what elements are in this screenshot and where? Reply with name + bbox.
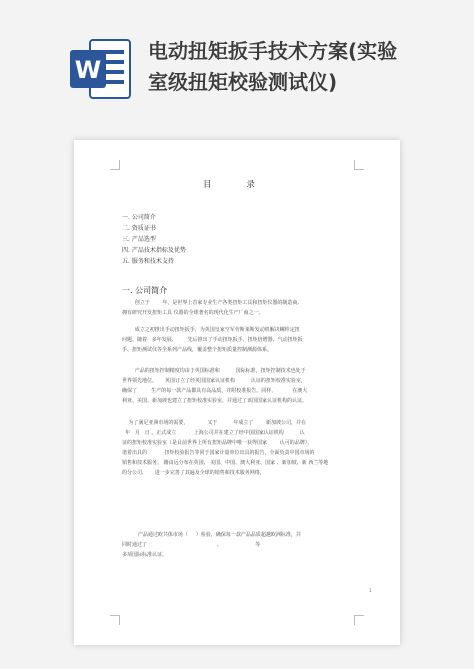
crop-mark-top-left <box>110 160 120 170</box>
toc-item: 一. 公司简介 <box>122 214 156 221</box>
table-of-contents <box>122 212 342 267</box>
paragraph: 成立之初推出手动扭矩扳手，为英国皇家空军劳斯莱斯发动机解决螺栓定扭 问题。随着 多年发展, 先后推出了手动扭矩扳手、扭矩倍增器、气动扭矩扳 手、扭矩测试仪等全系列产品线，覆盖整个扭矩质量控制测源体系。 <box>122 327 303 353</box>
crop-mark-bottom-left <box>110 615 120 625</box>
crop-mark-top-right <box>354 160 364 170</box>
certification-paragraph: 产品通过欧共体市场（ ）检验，确保每一款产品品质超越欧洲标准，并 同时通过了 、 等 多项国际标准认证。 <box>122 532 301 558</box>
paragraph: 创立于 年，是世界上首家专业生产各类扭矩工具和扭矩仪器的制造商, 拥有研究开发扭矩工具 仪器的全球著名的现代化生产厂商之一。 <box>122 300 300 316</box>
word-icon-letter: W <box>74 56 102 84</box>
toc-title: 目 录 <box>203 180 271 190</box>
paragraph: 为了满足亚洲市场的需要， 又于 年成立了 新加坡公司，并在 年 月 日 ，正式成立 上海公司并在建立了经中国国家认证机构 认 证的扭矩校准实验室（是目前世界上所有扭矩品牌中唯一获得国家 认可的品牌）， 诸着出具的 扭矩校验报告等同于国家计量单位出具的报告，全面负责中国市场的 销售和技术服务。 籍由远分布在英国、 美国、中国、澳大利亚、国家 、新加坡、新 西兰等地 的分公司, 进一步完善了其遍及全球的销售和技术服务网络。 <box>122 420 329 476</box>
toc-item: 二. 资质证书 <box>122 225 156 232</box>
toc-item: 四. 产品技术指标及优势 <box>122 247 186 254</box>
page-title <box>148 36 466 98</box>
toc-item: 三. 产品选型 <box>122 236 156 243</box>
word-document-icon <box>68 36 134 102</box>
crop-mark-bottom-right <box>354 615 364 625</box>
title-line-1: 电动扭矩扳手技术方案(实验 <box>148 39 398 63</box>
paragraph: 产品的扭矩控制精度均由于英国标准和 国际标准，扭矩控制技术也处于 世界领先地位。 英国订立了经英国国家认证机构 认证的扭矩校准实验室， 确保了 生产的每一款产品都具有高品质，并附校准报告。同样， 在澳大 利亚、美国、新加坡也建立了扭矩校准实验室，并通过了该国国家认证机构的认证。 <box>122 368 308 404</box>
header <box>0 0 474 115</box>
title-line-2: 室级扭矩校验测试仪) <box>148 70 338 94</box>
section-heading: 一. 公司简介 <box>122 286 168 295</box>
page-number: 1 <box>369 588 372 593</box>
toc-item: 五. 服务和技术支持 <box>122 258 174 265</box>
document-page <box>74 140 400 645</box>
